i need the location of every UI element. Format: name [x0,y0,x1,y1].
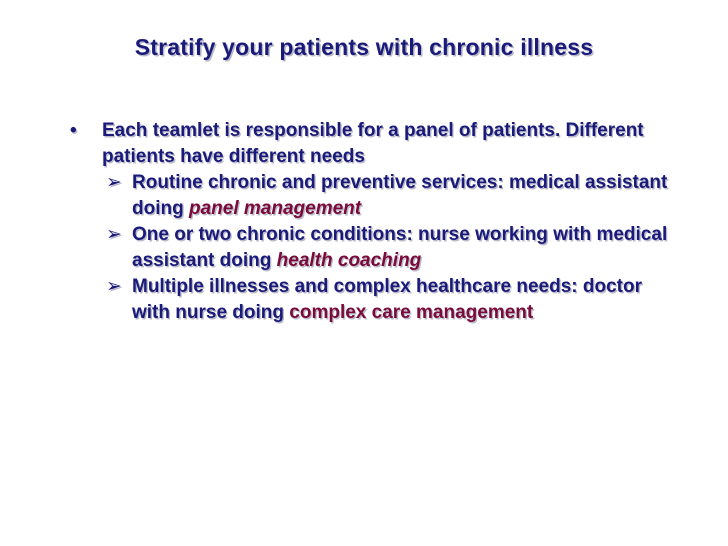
sub-bullet-list [70,170,670,326]
sub-bullet-text: Multiple illnesses and complex healthcare needs: doctor with nurse doing [132,276,642,323]
arrow-bullet-icon: ➢ [106,276,122,297]
sub-bullet-highlight: complex care management [289,302,534,323]
sub-bullet-highlight: panel management [188,198,362,219]
bullet-dot-icon: • [70,120,77,141]
sub-bullet-one-or-two [70,222,670,274]
sub-bullet-multiple [70,274,670,326]
arrow-bullet-icon: ➢ [106,224,122,245]
main-bullet-text: Each teamlet is responsible for a panel of patients. Different patients have different needs [102,120,644,167]
sub-bullet-highlight: health coaching [276,250,422,271]
sub-bullet-text: Routine chronic and preventive services: medical assistant doing [132,172,668,219]
sub-bullet-text: One or two chronic conditions: nurse working with medical assistant doing [132,224,668,271]
sub-bullet-routine [70,170,670,222]
arrow-bullet-icon: ➢ [106,172,122,193]
slide-title: Stratify your patients with chronic illness [134,34,594,60]
main-bullet [70,118,670,170]
slide-content [70,118,670,326]
